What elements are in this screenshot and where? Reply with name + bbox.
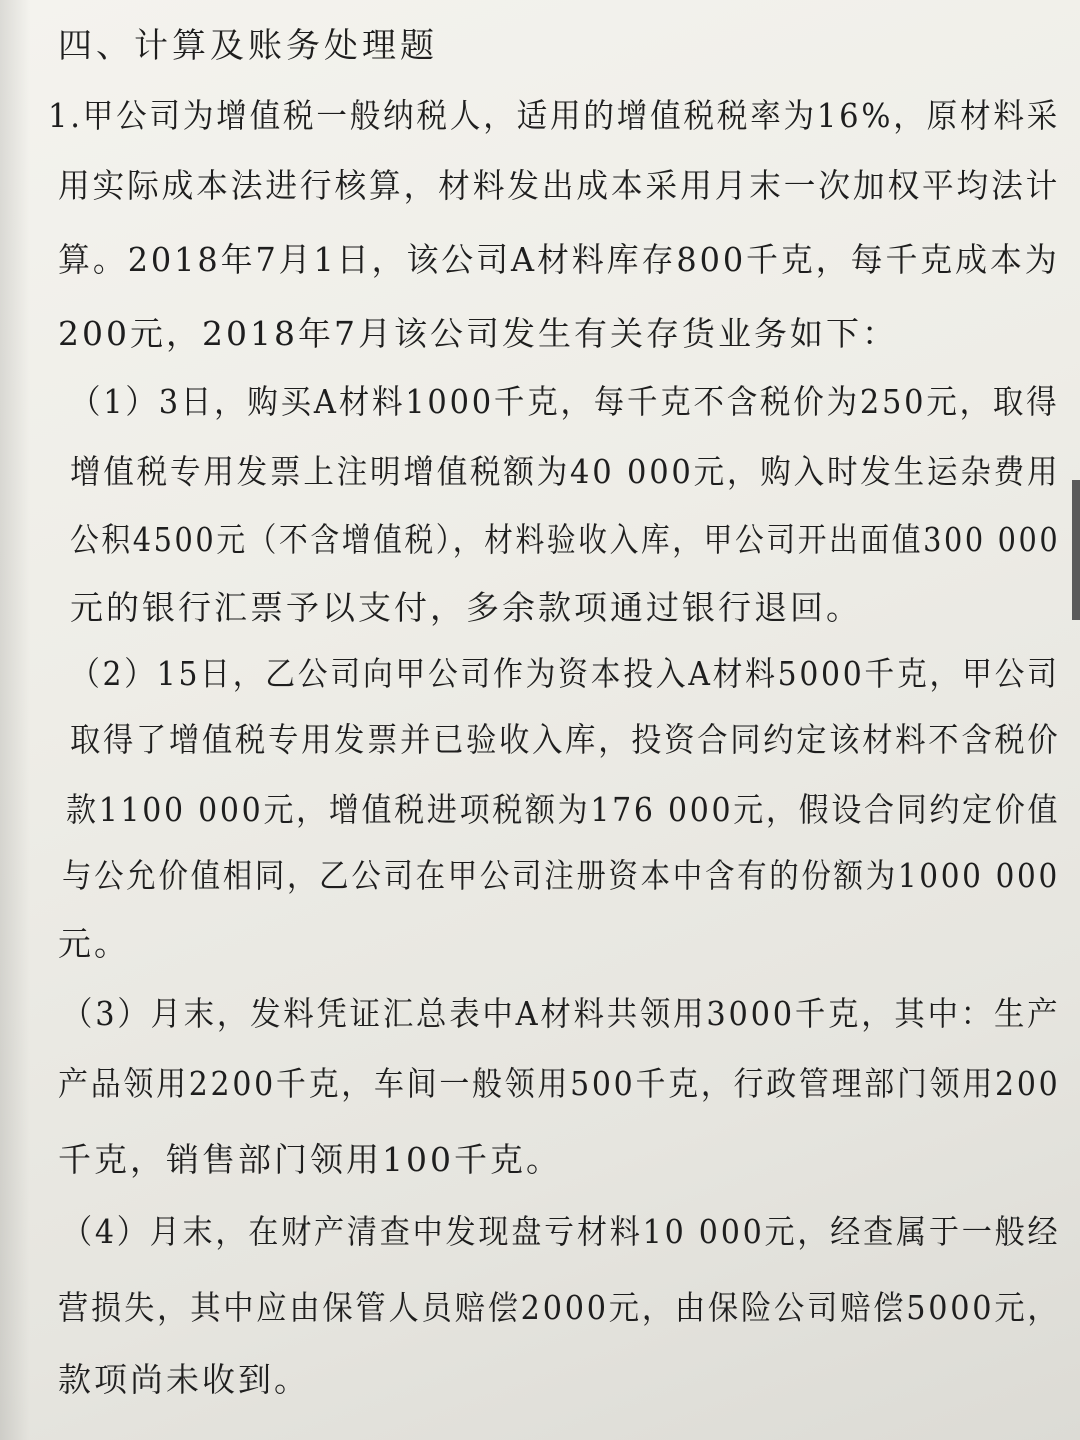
item-4-line-2: 营损失，其中应由保管人员赔偿2000元，由保险公司赔偿5000元，: [58, 1288, 1061, 1327]
text-line-3: 算。2018年7月1日，该公司A材料库存800千克，每千克成本为: [58, 240, 1060, 279]
item-3-line-2: 产品领用2200千克，车间一般领用500千克，行政管理部门领用200: [58, 1064, 1061, 1103]
section-heading: 四、计算及账务处理题: [58, 26, 438, 66]
item-2-line-1: （2）15日，乙公司向甲公司作为资本投入A材料5000千克，甲公司: [70, 654, 1060, 693]
item-3-line-3: 千克，销售部门领用100千克。: [58, 1140, 562, 1179]
text-line-1: 1.甲公司为增值税一般纳税人，适用的增值税税率为16%，原材料采: [48, 96, 1061, 135]
item-2-line-4: 与公允价值相同，乙公司在甲公司注册资本中含有的份额为1000 000: [62, 856, 1060, 895]
item-1-line-2: 增值税专用发票上注明增值税额为40 000元，购入时发生运杂费用: [70, 452, 1061, 491]
text-line-4: 200元，2018年7月该公司发生有关存货业务如下：: [58, 314, 898, 353]
item-1-line-4: 元的银行汇票予以支付，多余款项通过银行退回。: [70, 588, 862, 627]
item-4-line-1: （4）月末，在财产清查中发现盘亏材料10 000元，经查属于一般经: [62, 1212, 1061, 1251]
item-1-line-3: 公积4500元（不含增值税），材料验收入库，甲公司开出面值300 000: [70, 520, 1061, 559]
item-4-line-3: 款项尚未收到。: [58, 1360, 310, 1399]
item-2-line-5: 元。: [58, 924, 130, 963]
item-1-line-1: （1）3日，购买A材料1000千克，每千克不含税价为250元，取得: [70, 382, 1060, 421]
item-2-line-3: 款1100 000元，增值税进项税额为176 000元，假设合同约定价值: [66, 790, 1061, 829]
text-line-2: 用实际成本法进行核算，材料发出成本采用月末一次加权平均法计: [58, 166, 1061, 205]
page-edge: [1072, 480, 1080, 620]
page-shadow: [0, 0, 30, 1440]
item-2-line-2: 取得了增值税专用发票并已验收入库，投资合同约定该材料不含税价: [70, 720, 1061, 759]
item-3-line-1: （3）月末，发料凭证汇总表中A材料共领用3000千克，其中：生产: [62, 994, 1061, 1033]
